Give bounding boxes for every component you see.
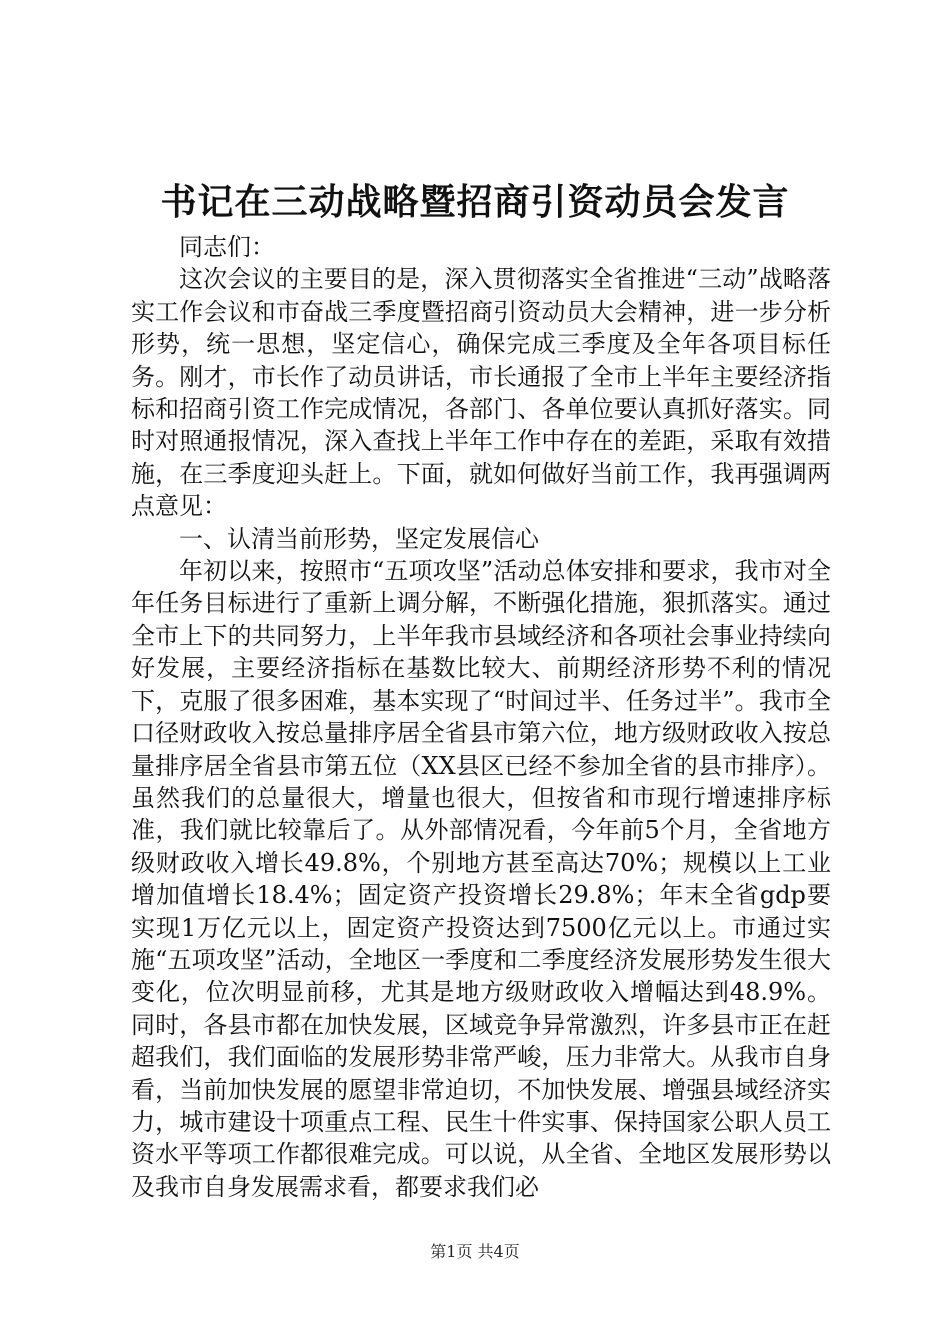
page-number: 第1页 共4页 [430, 1242, 520, 1261]
salutation: 同志们： [179, 233, 275, 261]
paragraph-situation: 年初以来，按照市“五项攻坚”活动总体安排和要求，我市对全年任务目标进行了重新上调分解，不断强化措施，狠抓落实。通过全市上下的共同努力，上半年我市县域经济和各项社会事业持续向好发展，主要经济指标在基数比较大、前期经济形势不利的情况下，克服了很多困难，基本实现了“时间过半、任务过半”。我市全口径财政收入按总量排序居全省县市第六位，地方级财政收入按总量排序居全省县市第五位（XX县区已经不参加全省的县市排序）。虽然我们的总量很大，增量也很大，但按省和市现行增速排序标准，我们就比较靠后了。从外部情况看，今年前5个月，全省地方级财政收入增长49.8%，个别地方甚至高达70%；规模以上工业增加值增长18.4%；固定资产投资增长29.8%；年末全省gdp要实现1万亿元以上，固定资产投资达到7500亿元以上。市通过实施“五项攻坚”活动，全地区一季度和二季度经济发展形势发生很大变化，位次明显前移，尤其是地方级财政收入增幅达到48.9%。同时，各县市都在加快发展，区域竞争异常激烈，许多县市正在赶超我们，我们面临的发展形势非常严峻，压力非常大。从我市自身看，当前加快发展的愿望非常迫切，不加快发展、增强县域经济实力，城市建设十项重点工程、民生十件实事、保持国家公职人员工资水平等项工作都很难完成。可以说，从全省、全地区发展形势以及我市自身发展需求看，都要求我们必 [131, 557, 831, 1201]
section-heading: 一、认清当前形势，坚定发展信心 [179, 524, 539, 553]
document-body [131, 231, 831, 1203]
paragraph-intro: 这次会议的主要目的是，深入贯彻落实全省推进“三动”战略落实工作会议和市奋战三季度暨招商引资动员大会精神，进一步分析形势，统一思想，坚定信心，确保完成三季度及全年各项目标任务。刚才，市长作了动员讲话，市长通报了全市上半年主要经济指标和招商引资工作完成情况，各部门、各单位要认真抓好落实。同时对照通报情况，深入查找上半年工作中存在的差距，采取有效措施，在三季度迎头赶上。下面，就如何做好当前工作，我再强调两点意见： [131, 265, 831, 521]
document-title: 书记在三动战略暨招商引资动员会发言 [160, 181, 790, 223]
